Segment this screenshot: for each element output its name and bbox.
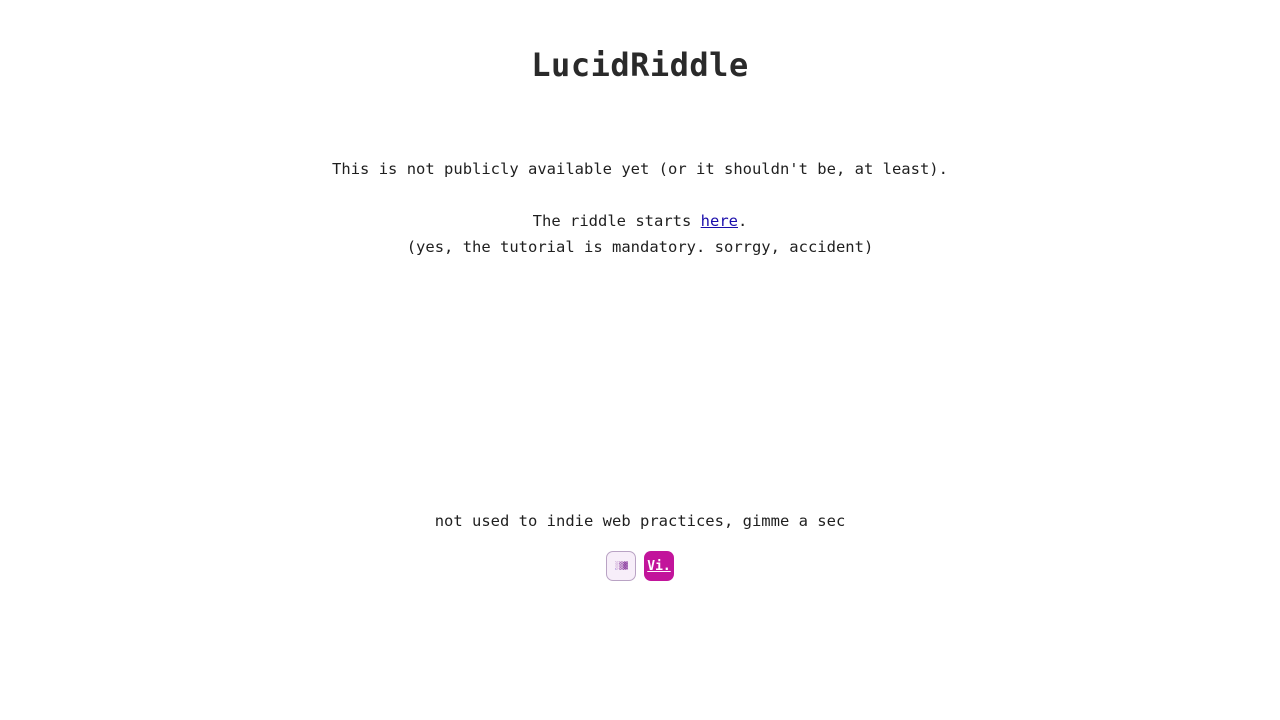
riddle-prefix-text: The riddle starts (532, 212, 701, 230)
riddle-suffix-text: . (737, 212, 748, 230)
page-title: LucidRiddle (531, 46, 749, 84)
vite-badge[interactable]: Vi. (644, 551, 674, 581)
riddle-note: (yes, the tutorial is mandatory. sorrgy, accident) (406, 238, 874, 256)
footer-section (0, 508, 1280, 581)
badge-row (0, 551, 1280, 581)
intro-text: This is not publicly available yet (or it shouldn't be, at least). (332, 160, 948, 178)
webring-badge[interactable] (606, 551, 636, 581)
webring-badge-glyph: ░▒▓ (615, 561, 627, 570)
riddle-section (0, 208, 1280, 260)
riddle-start-line (0, 208, 1280, 234)
intro-section (0, 156, 1280, 182)
footer-note: not used to indie web practices, gimme a sec (434, 512, 846, 530)
riddle-start-link[interactable]: here (700, 212, 738, 230)
